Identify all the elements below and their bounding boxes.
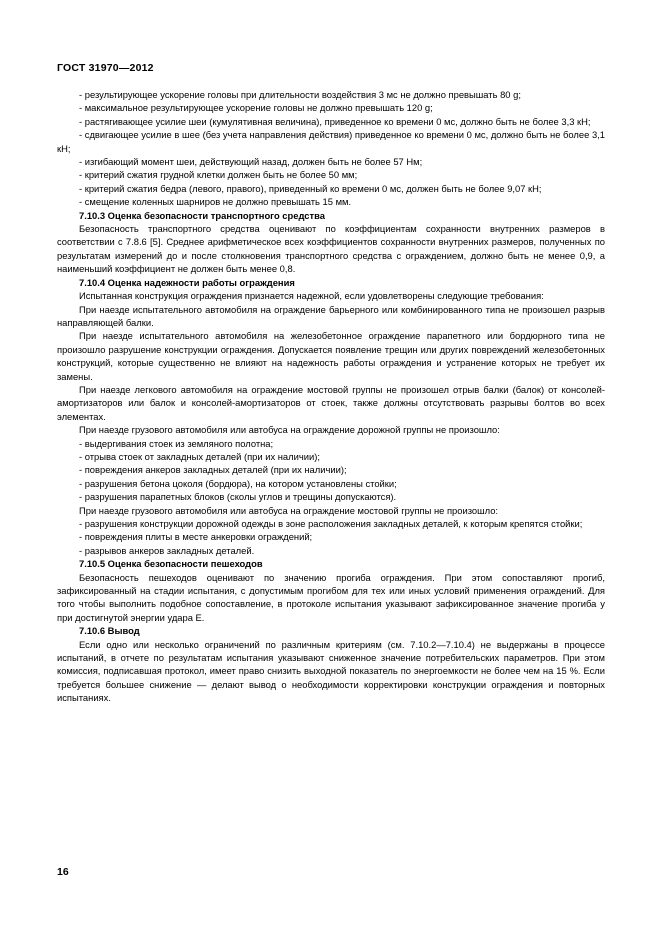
paragraph: Безопасность транспортного средства оценивают по коэффициентам сохранности внутренних размеров в соответствии с 7.8.6 [5]. Среднее арифметическое всех коэффициентов сохранности внутренних размеров, полученных по результатам измерений до и после столкновения транспортного средства с ограждением, должно быть не менее 0,9, а наименьший коэффициент не должен быть менее 0,8. (57, 223, 605, 275)
list-item: - растягивающее усилие шеи (кумулятивная величина), приведенное ко времени 0 мс, должно быть не более 3,3 кН; (79, 115, 591, 127)
list-item: - сдвигающее усилие в шее (без учета направления действия) приведенное ко времени 0 мс, должно быть не более 3,1 кН; (57, 129, 605, 154)
paragraph: Если одно или несколько ограничений по различным критериям (см. 7.10.2—7.10.4) не выдержаны в процессе испытаний, в отчете по результатам испытания указывают сниженное значение потребительских параметров. При этом комиссия, подписавшая протокол, имеет право снизить выходной показатель по энергоемкости не более чем на 15 %. Если требуется большее снижение — делают вывод о необходимости корректировки конструкции ограждения и повторных испытаниях. (57, 638, 605, 704)
list-item: - выдергивания стоек из земляного полотна; (79, 437, 274, 449)
list-item: - отрыва стоек от закладных деталей (при их наличии); (79, 450, 320, 462)
document-body (57, 88, 605, 705)
paragraph: При наезде грузового автомобиля или автобуса на ограждение дорожной группы не произошло: (79, 424, 500, 436)
list-item: - разрушения парапетных блоков (сколы углов и трещины допускаются). (79, 491, 397, 503)
paragraph: Безопасность пешеходов оценивают по значению прогиба ограждения. При этом сопоставляют прогиб, зафиксированный на стадии испытания, с допустимым прогибом для тех или иных условий применения ограждений. Для того чтобы выполнить подобное сопоставление, в протоколе испытания указывают зафиксированное значение прогиба у при достигнутой энергии удара Е. (57, 571, 605, 623)
list-item: - результирующее ускорение головы при длительности воздействия 3 мс не должно превышать 80 g; (79, 89, 521, 100)
paragraph: При наезде испытательного автомобиля на железобетонное ограждение парапетного или бордюрного типа не произошло разрушение конструкции ограждения. Допускается появление трещин или других повреждений железобетонных конструкций, которые существенно не влияют на надежность работы ограждения и устранение которых не требует их замены. (57, 330, 605, 382)
page-number: 16 (57, 866, 69, 878)
list-item: - максимальное результирующее ускорение головы не должно превышать 120 g; (79, 102, 433, 114)
list-item: - разрушения конструкции дорожной одежды в зоне расположения закладных деталей, к которым крепятся стойки; (79, 518, 583, 529)
list-item: - смещение коленных шарниров не должно превышать 15 мм. (79, 196, 352, 208)
section-heading: 7.10.3 Оценка безопасности транспортного средства (79, 209, 325, 221)
section-heading: 7.10.5 Оценка безопасности пешеходов (79, 558, 263, 570)
paragraph: Испытанная конструкция ограждения признается надежной, если удовлетворены следующие требования: (79, 290, 544, 302)
paragraph: При наезде грузового автомобиля или автобуса на ограждение мостовой группы не произошло: (79, 504, 499, 516)
document-header: ГОСТ 31970—2012 (57, 62, 154, 74)
paragraph: При наезде легкового автомобиля на ограждение мостовой группы не произошел отрыв балки (балок) от консолей-амортизаторов или балок и консолей-амортизаторов от стоек, также должны отсутствовать разрывы болтов во всех элементах. (57, 383, 605, 422)
section-heading: 7.10.6 Вывод (79, 625, 140, 637)
list-item: - повреждения плиты в месте анкеровки ограждений; (79, 531, 313, 543)
list-item: - изгибающий момент шеи, действующий назад, должен быть не более 57 Нм; (79, 156, 423, 168)
list-item: - повреждения анкеров закладных деталей (при их наличии); (79, 464, 347, 476)
paragraph: При наезде испытательного автомобиля на ограждение барьерного или комбинированного типа не произошел разрыв направляющей балки. (57, 303, 605, 328)
list-item: - разрывов анкеров закладных деталей. (79, 544, 255, 556)
list-item: - критерий сжатия грудной клетки должен быть не более 50 мм; (79, 169, 358, 181)
list-item: - критерий сжатия бедра (левого, правого), приведенный ко времени 0 мс, должен быть не более 9,07 кН; (79, 182, 542, 194)
section-heading: 7.10.4 Оценка надежности работы ограждения (79, 276, 295, 288)
list-item: - разрушения бетона цоколя (бордюра), на котором установлены стойки; (79, 477, 397, 489)
